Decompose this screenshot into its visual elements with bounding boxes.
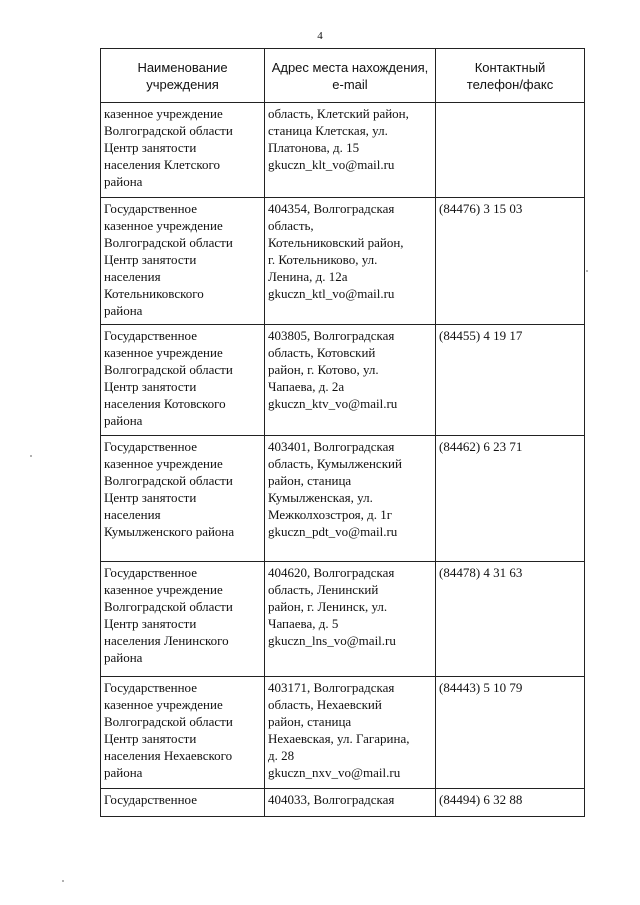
institution-name-cell-line: Центр занятости — [104, 490, 197, 505]
institution-name-cell-line: казенное учреждение — [104, 697, 223, 712]
table-row — [101, 198, 585, 325]
scan-speck — [586, 270, 588, 272]
phone-cell-text: (84476) 3 15 03 — [439, 201, 523, 216]
address-cell-line: район, станица — [268, 714, 352, 729]
address-cell-line: 403171, Волгоградская — [268, 680, 395, 695]
phone-cell-text: (84455) 4 19 17 — [439, 328, 523, 343]
phone-cell-text: (84443) 5 10 79 — [439, 680, 523, 695]
phone-cell — [436, 789, 585, 817]
institution-name-cell-line: Кумылженского района — [104, 524, 235, 539]
address-cell-line: область, Клетский район, — [268, 106, 409, 121]
institution-name-cell-line: Государственное — [104, 680, 197, 695]
table-row — [101, 436, 585, 562]
institution-name-cell-line: района — [104, 765, 143, 780]
address-cell — [265, 198, 436, 325]
institution-name-cell-line: населения Котовского — [104, 396, 226, 411]
institution-name-cell-line: Государственное — [104, 201, 197, 216]
address-cell-line: Ленина, д. 12а — [268, 269, 348, 284]
address-cell-line: Нехаевская, ул. Гагарина, — [268, 731, 410, 746]
address-cell-line: 404033, Волгоградская — [268, 792, 395, 807]
phone-cell-text: (84478) 4 31 63 — [439, 565, 523, 580]
address-cell — [265, 562, 436, 677]
institution-name-cell-line: Волгоградской области — [104, 235, 233, 250]
institution-name-cell-line: населения Ленинского — [104, 633, 229, 648]
address-cell-line: Чапаева, д. 2а — [268, 379, 345, 394]
institution-name-cell-line: казенное учреждение — [104, 582, 223, 597]
phone-cell — [436, 325, 585, 436]
address-cell-line: область, Ленинский — [268, 582, 379, 597]
address-cell-line: район, г. Котово, ул. — [268, 362, 379, 377]
address-cell-line: район, станица — [268, 473, 352, 488]
header-line: Адрес места нахождения, — [271, 59, 429, 75]
table-row — [101, 562, 585, 677]
institution-name-cell-line: Волгоградской области — [104, 362, 233, 377]
institution-name-cell-line: Государственное — [104, 565, 197, 580]
institution-name-cell-line: казенное учреждение — [104, 218, 223, 233]
table-header-row — [101, 49, 585, 103]
institution-name-cell-line: казенное учреждение — [104, 345, 223, 360]
address-cell-line: 404620, Волгоградская — [268, 565, 395, 580]
address-cell-line: gkuczn_pdt_vo@mail.ru — [268, 524, 398, 539]
institution-name-cell — [101, 789, 265, 817]
institution-name-cell-line: Котельниковского — [104, 286, 204, 301]
address-cell-line: gkuczn_ktl_vo@mail.ru — [268, 286, 395, 301]
phone-cell-text: (84494) 6 32 88 — [439, 792, 523, 807]
address-cell — [265, 103, 436, 198]
address-cell-line: Межколхозстроя, д. 1г — [268, 507, 393, 522]
institution-name-cell — [101, 562, 265, 677]
address-cell-line: г. Котельниково, ул. — [268, 252, 378, 267]
address-cell-line: Кумылженская, ул. — [268, 490, 373, 505]
header-institution-name — [101, 49, 265, 103]
address-cell-line: область, Кумылженский — [268, 456, 402, 471]
address-cell-line: область, — [268, 218, 314, 233]
phone-cell-text: (84462) 6 23 71 — [439, 439, 523, 454]
phone-cell — [436, 103, 585, 198]
institution-name-cell-line: Центр занятости — [104, 731, 197, 746]
institution-name-cell-line: Центр занятости — [104, 616, 197, 631]
address-cell — [265, 677, 436, 789]
institution-name-cell-line: Волгоградской области — [104, 714, 233, 729]
institution-name-cell-line: Волгоградской области — [104, 473, 233, 488]
scan-speck — [62, 880, 64, 882]
address-cell-line: Чапаева, д. 5 — [268, 616, 339, 631]
phone-cell — [436, 562, 585, 677]
header-line: учреждения — [146, 76, 219, 92]
institution-name-cell-line: населения — [104, 269, 161, 284]
address-cell-line: gkuczn_klt_vo@mail.ru — [268, 157, 395, 172]
address-cell-line: Платонова, д. 15 — [268, 140, 360, 155]
header-phone-fax — [436, 49, 585, 103]
address-cell-line: 403805, Волгоградская — [268, 328, 395, 343]
institution-name-cell — [101, 325, 265, 436]
address-cell-line: район, г. Ленинск, ул. — [268, 599, 388, 614]
institution-name-cell-line: населения Клетского — [104, 157, 221, 172]
address-cell-line: область, Нехаевский — [268, 697, 382, 712]
table-row — [101, 325, 585, 436]
institution-name-cell-line: казенное учреждение — [104, 456, 223, 471]
table-row — [101, 789, 585, 817]
address-cell-line: 404354, Волгоградская — [268, 201, 395, 216]
institution-name-cell — [101, 677, 265, 789]
table-row — [101, 103, 585, 198]
address-cell-line: gkuczn_lns_vo@mail.ru — [268, 633, 396, 648]
header-line: e-mail — [332, 76, 368, 92]
address-cell-line: gkuczn_nxv_vo@mail.ru — [268, 765, 401, 780]
institution-name-cell-line: Государственное — [104, 328, 197, 343]
institution-name-cell-line: Центр занятости — [104, 379, 197, 394]
institution-name-cell — [101, 103, 265, 198]
institution-name-cell-line: населения Нехаевского — [104, 748, 233, 763]
institution-name-cell-line: Центр занятости — [104, 140, 197, 155]
institution-name-cell — [101, 436, 265, 562]
address-cell-line: Котельниковский район, — [268, 235, 404, 250]
institution-name-cell-line: населения — [104, 507, 161, 522]
address-cell-line: область, Котовский — [268, 345, 376, 360]
address-cell-line: 403401, Волгоградская — [268, 439, 395, 454]
table-row — [101, 677, 585, 789]
address-cell — [265, 325, 436, 436]
address-cell — [265, 789, 436, 817]
institution-name-cell-line: казенное учреждение — [104, 106, 223, 121]
phone-cell — [436, 677, 585, 789]
page-number: 4 — [317, 30, 323, 42]
institution-name-cell-line: района — [104, 650, 143, 665]
institution-name-cell-line: Волгоградской области — [104, 599, 233, 614]
address-cell-line: gkuczn_ktv_vo@mail.ru — [268, 396, 398, 411]
address-cell-line: д. 28 — [268, 748, 295, 763]
phone-cell — [436, 436, 585, 562]
institution-name-cell-line: Центр занятости — [104, 252, 197, 267]
scan-speck — [30, 455, 32, 457]
header-line: телефон/факс — [466, 76, 554, 92]
header-address-email — [265, 49, 436, 103]
institution-name-cell — [101, 198, 265, 325]
institution-name-cell-line: Волгоградской области — [104, 123, 233, 138]
institution-name-cell-line: Государственное — [104, 439, 197, 454]
institution-name-cell-line: района — [104, 413, 143, 428]
address-cell — [265, 436, 436, 562]
phone-cell — [436, 198, 585, 325]
address-cell-line: станица Клетская, ул. — [268, 123, 388, 138]
institution-name-cell-line: Государственное — [104, 792, 197, 807]
institution-name-cell-line: района — [104, 174, 143, 189]
institutions-table — [100, 48, 585, 817]
institution-name-cell-line: района — [104, 303, 143, 318]
header-line: Контактный — [474, 59, 546, 75]
header-line: Наименование — [137, 59, 228, 75]
